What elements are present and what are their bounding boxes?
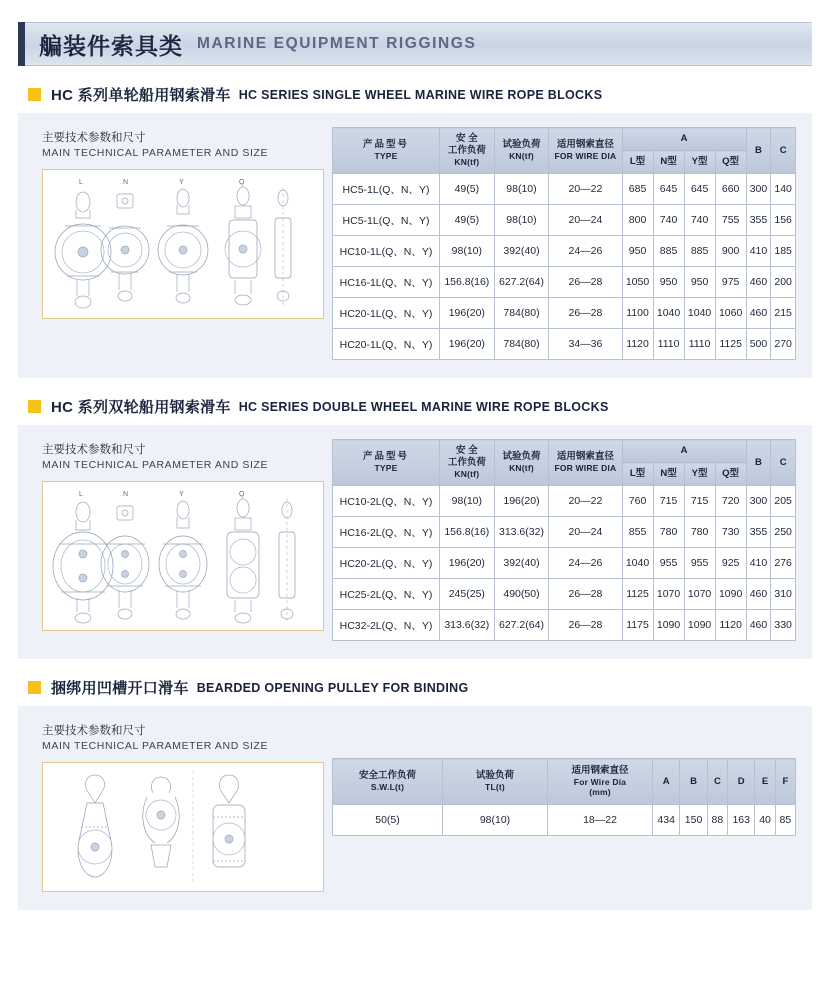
cell-a-q: 975 <box>715 267 746 298</box>
cell-a-q: 660 <box>715 174 746 205</box>
section-1-figure <box>42 169 324 319</box>
section-2-figure <box>42 481 324 631</box>
cell-f: 85 <box>775 805 795 836</box>
cell-test: 784(80) <box>494 298 549 329</box>
cell-a-q: 1120 <box>715 610 746 641</box>
cell-a-y: 950 <box>684 267 715 298</box>
section-1-sub-en: MAIN TECHNICAL PARAMETER AND SIZE <box>42 147 269 159</box>
cell-a-l: 1050 <box>622 267 653 298</box>
cell-a-l: 685 <box>622 174 653 205</box>
cell-swl: 313.6(32) <box>440 610 495 641</box>
cell-a-q: 755 <box>715 205 746 236</box>
table-row <box>333 205 796 236</box>
section-3-panel <box>18 706 812 910</box>
cell-a-y: 1040 <box>684 298 715 329</box>
section-2-right <box>324 439 796 641</box>
cell-a-n: 780 <box>653 517 684 548</box>
cell-a-q: 730 <box>715 517 746 548</box>
cell-c: 215 <box>771 298 796 329</box>
cell-dia: 26—28 <box>549 610 622 641</box>
cell-a: 434 <box>653 805 680 836</box>
table-row <box>333 298 796 329</box>
cell-a-n: 955 <box>653 548 684 579</box>
col-type: 产品型号 TYPE <box>333 440 440 486</box>
cell-b: 355 <box>746 517 771 548</box>
section-3-right <box>324 720 796 836</box>
cell-a-y: 1090 <box>684 610 715 641</box>
section-2-left <box>34 439 324 631</box>
cell-dia: 26—28 <box>549 298 622 329</box>
col-b: B <box>746 440 771 486</box>
cell-swl: 49(5) <box>440 205 495 236</box>
cell-a-y: 885 <box>684 236 715 267</box>
table-row <box>333 486 796 517</box>
cell-b: 150 <box>680 805 707 836</box>
col-wire-dia: 适用钢索直径 FOR WIRE DIA <box>549 440 622 486</box>
cell-c: 270 <box>771 329 796 360</box>
col-type: 产品型号 TYPE <box>333 128 440 174</box>
cell-type: HC20-1L(Q、N、Y) <box>333 298 440 329</box>
cell-c: 310 <box>771 579 796 610</box>
cell-test: 627.2(64) <box>494 267 549 298</box>
section-2-sub-cn: 主要技术参数和尺寸 <box>42 444 146 456</box>
cell-c: 330 <box>771 610 796 641</box>
table-row <box>333 579 796 610</box>
col-test-load: 试验负荷 KN(tf) <box>494 128 549 174</box>
col-c: C <box>707 759 727 805</box>
cell-d: 163 <box>728 805 755 836</box>
svg-text:Y: Y <box>179 179 184 186</box>
col-a-l: L型 <box>622 463 653 486</box>
svg-text:Y: Y <box>179 491 184 498</box>
table-row <box>333 267 796 298</box>
col-a-y: Y型 <box>684 151 715 174</box>
cell-swl: 49(5) <box>440 174 495 205</box>
col-c: C <box>771 128 796 174</box>
col-wire-dia: 适用钢索直径 For Wire Dia (mm) <box>548 759 653 805</box>
cell-a-y: 955 <box>684 548 715 579</box>
cell-b: 410 <box>746 548 771 579</box>
cell-a-q: 900 <box>715 236 746 267</box>
cell-a-n: 740 <box>653 205 684 236</box>
cell-test: 98(10) <box>494 205 549 236</box>
cell-dia: 34—36 <box>549 329 622 360</box>
col-c: C <box>771 440 796 486</box>
cell-c: 200 <box>771 267 796 298</box>
cell-a-l: 1100 <box>622 298 653 329</box>
cell-c: 156 <box>771 205 796 236</box>
section-2-title-en: HC SERIES DOUBLE WHEEL MARINE WIRE ROPE BLOCKS <box>238 399 609 414</box>
svg-text:Q: Q <box>239 491 245 498</box>
bullet-square-icon <box>28 88 41 101</box>
double-wheel-block-drawing <box>43 482 313 630</box>
cell-a-q: 925 <box>715 548 746 579</box>
table-header-row <box>333 440 796 463</box>
bullet-square-icon <box>28 681 41 694</box>
svg-text:L: L <box>79 179 83 186</box>
cell-swl: 98(10) <box>440 486 495 517</box>
cell-a-n: 1090 <box>653 610 684 641</box>
cell-a-n: 715 <box>653 486 684 517</box>
col-f: F <box>775 759 795 805</box>
cell-dia: 26—28 <box>549 579 622 610</box>
col-a: A <box>653 759 680 805</box>
table-header-row <box>333 128 796 151</box>
cell-c: 205 <box>771 486 796 517</box>
section-2-table <box>332 439 796 641</box>
cell-swl: 196(20) <box>440 548 495 579</box>
section-title-single-wheel <box>28 84 830 105</box>
section-3-table <box>332 758 796 836</box>
col-a-y: Y型 <box>684 463 715 486</box>
cell-b: 460 <box>746 267 771 298</box>
section-1-panel <box>18 113 812 378</box>
section-title-double-wheel <box>28 396 830 417</box>
section-2-panel <box>18 425 812 659</box>
cell-type: HC16-2L(Q、N、Y) <box>333 517 440 548</box>
cell-b: 460 <box>746 579 771 610</box>
col-a-n: N型 <box>653 463 684 486</box>
cell-type: HC20-2L(Q、N、Y) <box>333 548 440 579</box>
section-3-sub-en: MAIN TECHNICAL PARAMETER AND SIZE <box>42 740 269 752</box>
cell-dia: 26—28 <box>549 267 622 298</box>
header-accent-bar <box>18 22 25 66</box>
cell-b: 355 <box>746 205 771 236</box>
col-test-load: 试验负荷 KN(tf) <box>494 440 549 486</box>
section-3-left <box>34 720 324 892</box>
cell-a-l: 800 <box>622 205 653 236</box>
cell-test: 98(10) <box>443 805 548 836</box>
cell-test: 196(20) <box>494 486 549 517</box>
cell-a-l: 1175 <box>622 610 653 641</box>
cell-swl: 50(5) <box>333 805 443 836</box>
cell-b: 410 <box>746 236 771 267</box>
svg-text:Q: Q <box>239 179 245 186</box>
svg-text:N: N <box>123 179 129 186</box>
table-row <box>333 236 796 267</box>
page-header <box>18 22 812 66</box>
cell-type: HC25-2L(Q、N、Y) <box>333 579 440 610</box>
table-header-row <box>333 759 796 805</box>
cell-type: HC16-1L(Q、N、Y) <box>333 267 440 298</box>
section-3-sub-cn: 主要技术参数和尺寸 <box>42 725 146 737</box>
cell-e: 40 <box>755 805 775 836</box>
table-row <box>333 610 796 641</box>
section-1-left <box>34 127 324 319</box>
section-3-title-cn: 捆绑用凹槽开口滑车 <box>51 680 189 697</box>
cell-type: HC10-1L(Q、N、Y) <box>333 236 440 267</box>
cell-test: 98(10) <box>494 174 549 205</box>
section-1-title-en: HC SERIES SINGLE WHEEL MARINE WIRE ROPE BLOCKS <box>238 87 603 102</box>
col-a-q: Q型 <box>715 463 746 486</box>
cell-test: 392(40) <box>494 548 549 579</box>
section-3-title-en: BEARDED OPENING PULLEY FOR BINDING <box>196 680 469 695</box>
col-swl: 安 全 工作负荷 KN(tf) <box>440 128 495 174</box>
cell-dia: 20—22 <box>549 174 622 205</box>
section-1-right <box>324 127 796 360</box>
col-group-a: A <box>622 128 746 151</box>
svg-text:N: N <box>123 491 129 498</box>
cell-b: 500 <box>746 329 771 360</box>
col-d: D <box>728 759 755 805</box>
cell-a-l: 760 <box>622 486 653 517</box>
section-1-sub-cn: 主要技术参数和尺寸 <box>42 132 146 144</box>
cell-a-n: 950 <box>653 267 684 298</box>
cell-a-q: 1090 <box>715 579 746 610</box>
cell-dia: 20—24 <box>549 205 622 236</box>
cell-a-q: 720 <box>715 486 746 517</box>
cell-type: HC32-2L(Q、N、Y) <box>333 610 440 641</box>
cell-a-n: 1040 <box>653 298 684 329</box>
cell-a-y: 715 <box>684 486 715 517</box>
cell-a-l: 950 <box>622 236 653 267</box>
cell-a-q: 1125 <box>715 329 746 360</box>
cell-test: 392(40) <box>494 236 549 267</box>
cell-swl: 156.8(16) <box>440 267 495 298</box>
section-1-title-cn: HC 系列单轮船用钢索滑车 <box>51 87 231 104</box>
cell-c: 88 <box>707 805 727 836</box>
header-title-cn: 艑装件索具类 <box>39 32 183 59</box>
cell-a-y: 1070 <box>684 579 715 610</box>
single-wheel-block-drawing <box>43 170 313 318</box>
col-b: B <box>746 128 771 174</box>
col-swl: 安全工作负荷 S.W.L(t) <box>333 759 443 805</box>
cell-b: 300 <box>746 174 771 205</box>
cell-swl: 196(20) <box>440 298 495 329</box>
cell-a-l: 855 <box>622 517 653 548</box>
cell-b: 460 <box>746 610 771 641</box>
cell-dia: 24—26 <box>549 548 622 579</box>
cell-c: 185 <box>771 236 796 267</box>
cell-c: 250 <box>771 517 796 548</box>
col-e: E <box>755 759 775 805</box>
cell-c: 140 <box>771 174 796 205</box>
col-a-n: N型 <box>653 151 684 174</box>
cell-a-n: 1110 <box>653 329 684 360</box>
cell-dia: 20—24 <box>549 517 622 548</box>
table-row <box>333 329 796 360</box>
col-group-a: A <box>622 440 746 463</box>
col-b: B <box>680 759 707 805</box>
cell-type: HC20-1L(Q、N、Y) <box>333 329 440 360</box>
cell-a-l: 1040 <box>622 548 653 579</box>
cell-type: HC10-2L(Q、N、Y) <box>333 486 440 517</box>
cell-c: 276 <box>771 548 796 579</box>
cell-dia: 24—26 <box>549 236 622 267</box>
bullet-square-icon <box>28 400 41 413</box>
cell-b: 300 <box>746 486 771 517</box>
cell-dia: 20—22 <box>549 486 622 517</box>
col-wire-dia: 适用钢索直径 FOR WIRE DIA <box>549 128 622 174</box>
cell-swl: 98(10) <box>440 236 495 267</box>
page-footer-space <box>0 910 830 936</box>
cell-a-n: 885 <box>653 236 684 267</box>
table-row <box>333 805 796 836</box>
col-test-load: 试验负荷 TL(t) <box>443 759 548 805</box>
cell-dia: 18—22 <box>548 805 653 836</box>
cell-a-l: 1120 <box>622 329 653 360</box>
cell-type: HC5-1L(Q、N、Y) <box>333 174 440 205</box>
cell-a-y: 740 <box>684 205 715 236</box>
cell-a-y: 780 <box>684 517 715 548</box>
table-row <box>333 517 796 548</box>
cell-a-l: 1125 <box>622 579 653 610</box>
table-row <box>333 548 796 579</box>
cell-type: HC5-1L(Q、N、Y) <box>333 205 440 236</box>
col-a-q: Q型 <box>715 151 746 174</box>
cell-test: 313.6(32) <box>494 517 549 548</box>
cell-swl: 196(20) <box>440 329 495 360</box>
cell-test: 784(80) <box>494 329 549 360</box>
section-2-title-cn: HC 系列双轮船用钢索滑车 <box>51 399 231 416</box>
cell-a-n: 1070 <box>653 579 684 610</box>
cell-a-n: 645 <box>653 174 684 205</box>
header-title-en: MARINE EQUIPMENT RIGGINGS <box>197 35 477 52</box>
cell-a-q: 1060 <box>715 298 746 329</box>
table-row <box>333 174 796 205</box>
opening-pulley-drawing <box>43 763 278 891</box>
cell-a-y: 1110 <box>684 329 715 360</box>
cell-test: 627.2(64) <box>494 610 549 641</box>
section-2-sub-en: MAIN TECHNICAL PARAMETER AND SIZE <box>42 459 269 471</box>
section-1-table <box>332 127 796 360</box>
cell-swl: 245(25) <box>440 579 495 610</box>
cell-swl: 156.8(16) <box>440 517 495 548</box>
cell-test: 490(50) <box>494 579 549 610</box>
svg-text:L: L <box>79 491 83 498</box>
section-title-opening-pulley <box>28 677 830 698</box>
cell-b: 460 <box>746 298 771 329</box>
col-a-l: L型 <box>622 151 653 174</box>
section-3-figure <box>42 762 324 892</box>
cell-a-y: 645 <box>684 174 715 205</box>
col-swl: 安 全 工作负荷 KN(tf) <box>440 440 495 486</box>
